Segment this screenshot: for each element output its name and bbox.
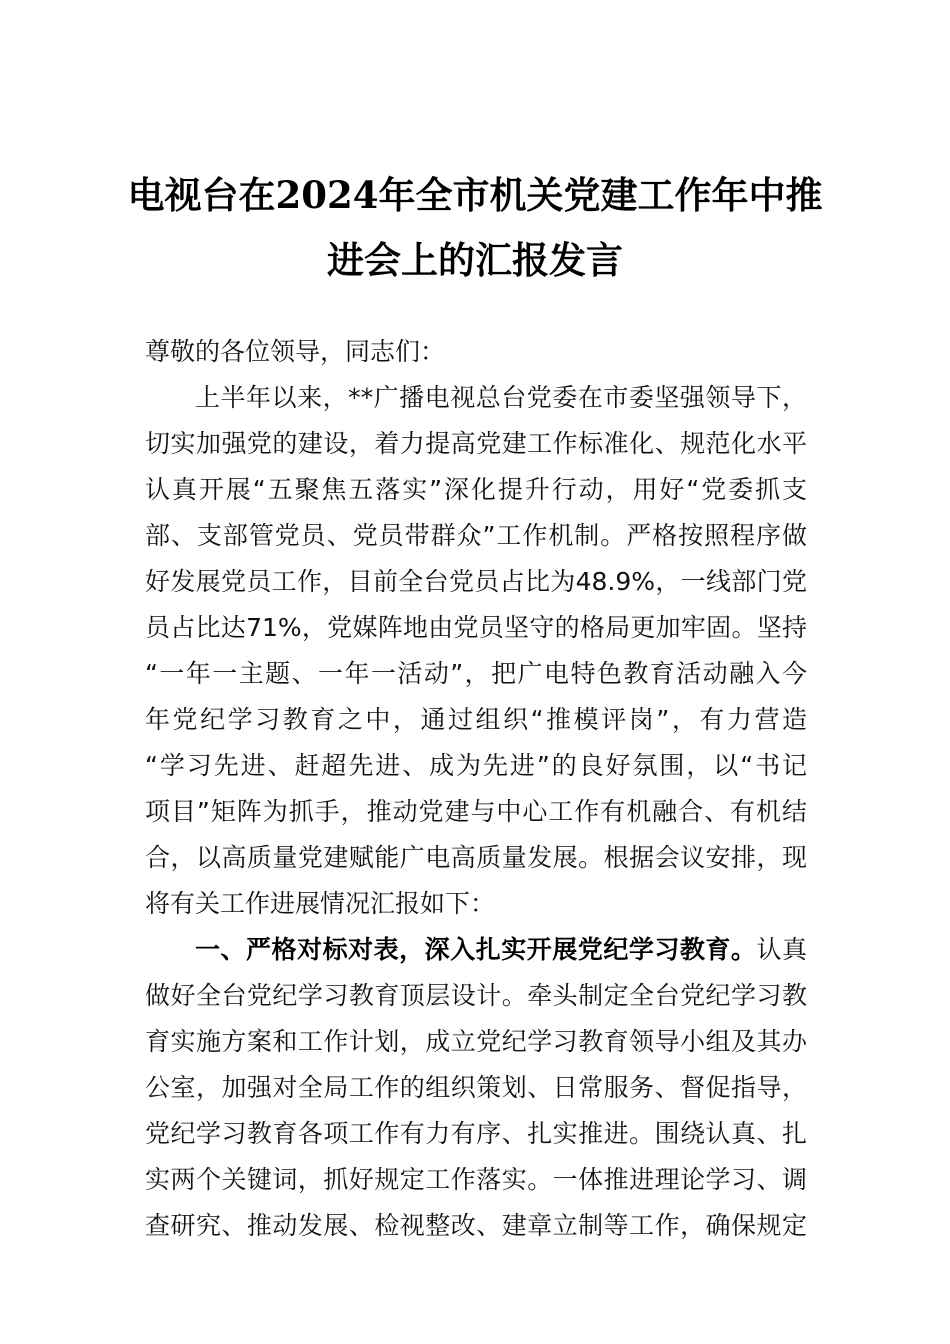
intro-line: 合，以高质量党建赋能广电高质量发展。根据会议安排，现 — [145, 843, 807, 872]
section-1-line: 查研究、推动发展、检视整改、建章立制等工作，确保规定 — [145, 1211, 807, 1240]
intro-line: “学习先进、赶超先进、成为先进”的良好氛围，以“书记 — [145, 751, 807, 780]
section-1-line: 育实施方案和工作计划，成立党纪学习教育领导小组及其办 — [145, 1027, 807, 1056]
intro-line: 项目”矩阵为抓手，推动党建与中心工作有机融合、有机结 — [145, 797, 807, 826]
section-1-first-line — [195, 935, 807, 965]
intro-line: 年党纪学习教育之中，通过组织“推模评岗”，有力营造 — [145, 705, 807, 734]
section-1-line: 党纪学习教育各项工作有力有序、扎实推进。围绕认真、扎 — [145, 1119, 807, 1148]
section-1-heading: 一、严格对标对表，深入扎实开展党纪学习教育。 — [195, 935, 757, 964]
document-title-line-2: 进会上的汇报发言 — [327, 238, 623, 282]
intro-line: 认真开展“五聚焦五落实”深化提升行动，用好“党委抓支 — [145, 475, 807, 504]
section-1-line: 做好全台党纪学习教育顶层设计。牵头制定全台党纪学习教 — [145, 981, 807, 1010]
section-1-line: 实两个关键词，抓好规定工作落实。一体推进理论学习、调 — [145, 1165, 807, 1194]
document-title-line-1: 电视台在2024年全市机关党建工作年中推 — [127, 173, 823, 217]
intro-line: 好发展党员工作，目前全台党员占比为48.9%，一线部门党 — [145, 567, 807, 596]
intro-line: “一年一主题、一年一活动”，把广电特色教育活动融入今 — [145, 659, 807, 688]
intro-line: 上半年以来，**广播电视总台党委在市委坚强领导下， — [195, 383, 807, 412]
intro-line: 部、支部管党员、党员带群众”工作机制。严格按照程序做 — [145, 521, 807, 550]
section-1-heading-tail: 认真 — [756, 935, 807, 964]
intro-line: 切实加强党的建设，着力提高党建工作标准化、规范化水平 — [145, 429, 807, 458]
section-1-line: 公室，加强对全局工作的组织策划、日常服务、督促指导， — [145, 1073, 807, 1102]
intro-line: 将有关工作进展情况汇报如下： — [145, 889, 496, 918]
salutation: 尊敬的各位领导，同志们： — [145, 337, 446, 366]
intro-line: 员占比达71%，党媒阵地由党员坚守的格局更加牢固。坚持 — [145, 613, 807, 642]
